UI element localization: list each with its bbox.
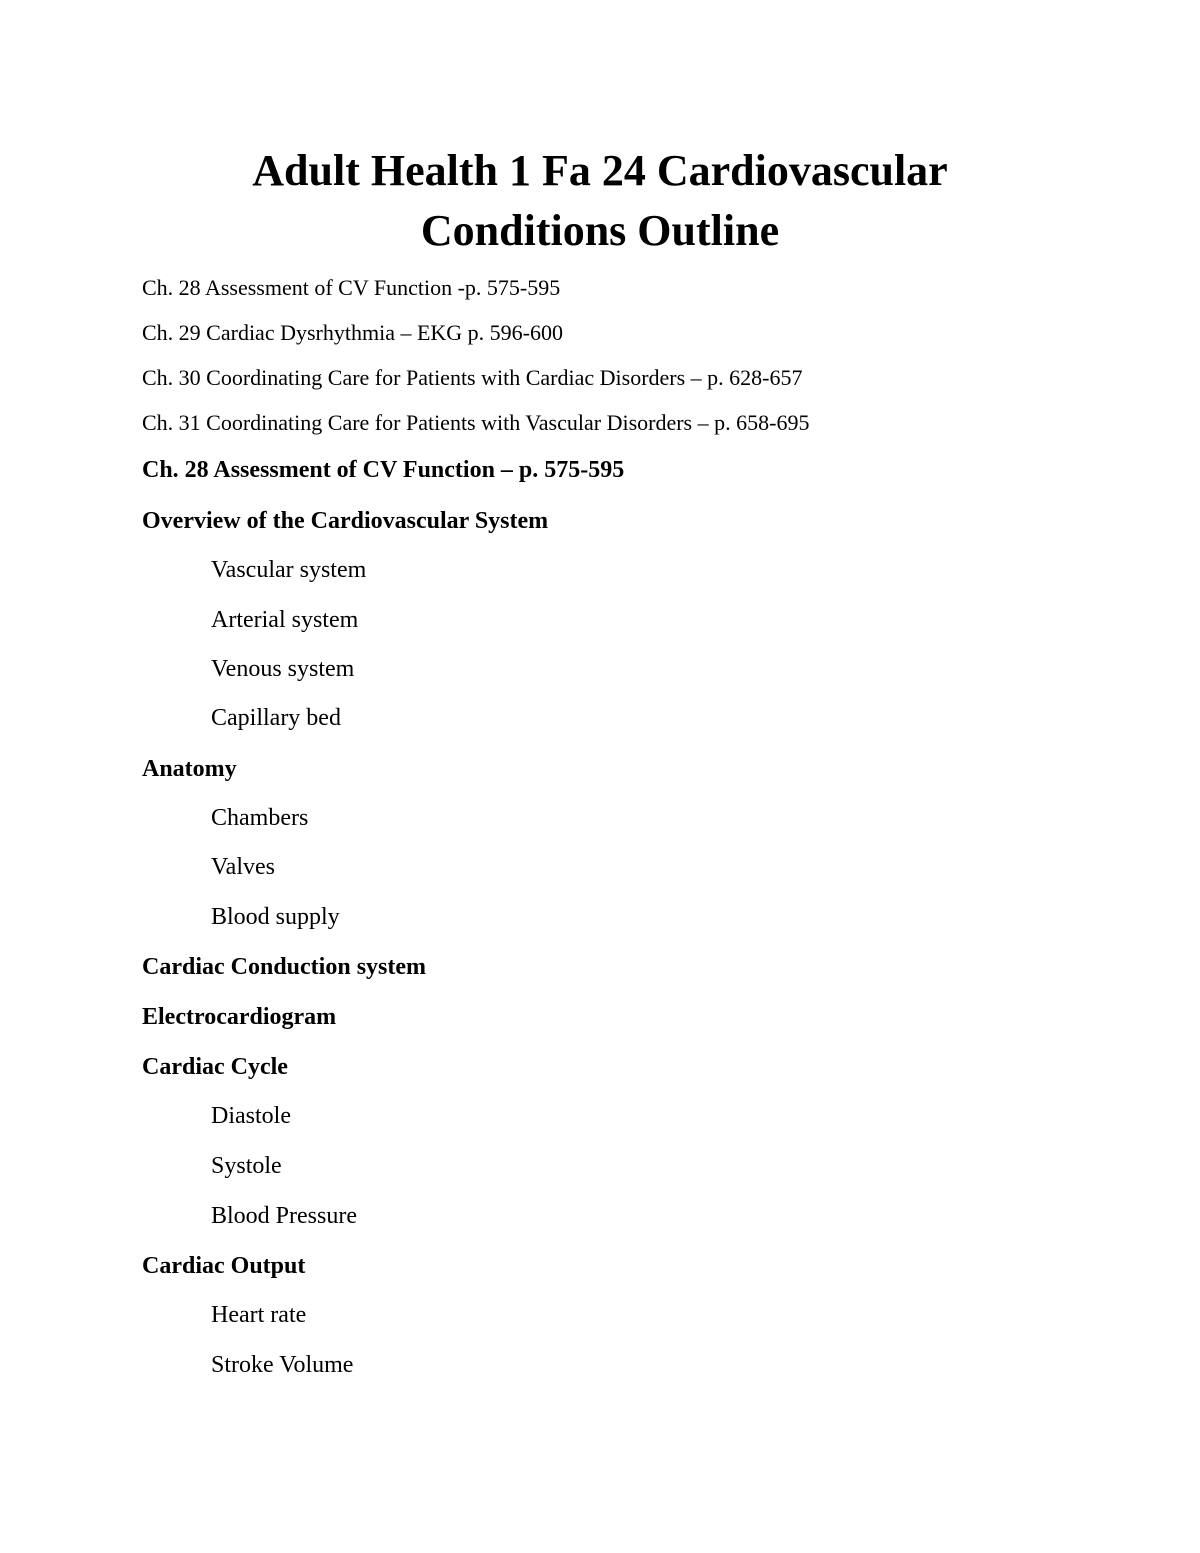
chapter-heading: Ch. 28 Assessment of CV Function – p. 575-595 (142, 457, 625, 483)
outline-item: Vascular system (211, 557, 367, 583)
document-title-line-2: Conditions Outline (420, 206, 780, 255)
outline-item: Arterial system (211, 607, 359, 633)
outline-item: Venous system (211, 656, 355, 682)
outline-item: Heart rate (211, 1302, 307, 1328)
section-heading: Overview of the Cardiovascular System (142, 508, 549, 534)
section-heading: Anatomy (142, 756, 237, 782)
section-heading: Cardiac Output (142, 1253, 306, 1279)
toc-item-ch28: Ch. 28 Assessment of CV Function -p. 575-595 (142, 275, 561, 300)
outline-item: Systole (211, 1153, 282, 1179)
outline-item: Chambers (211, 805, 309, 831)
toc-item-ch30: Ch. 30 Coordinating Care for Patients with Cardiac Disorders – p. 628-657 (142, 365, 803, 390)
toc-item-ch29: Ch. 29 Cardiac Dysrhythmia – EKG p. 596-600 (142, 320, 563, 345)
section-heading: Cardiac Conduction system (142, 954, 427, 980)
section-heading: Cardiac Cycle (142, 1054, 288, 1080)
document-title-line-1: Adult Health 1 Fa 24 Cardiovascular (252, 146, 948, 195)
outline-item: Stroke Volume (211, 1352, 354, 1378)
section-heading: Electrocardiogram (142, 1004, 337, 1030)
outline-item: Blood supply (211, 904, 340, 930)
outline-item: Valves (211, 854, 275, 880)
outline-item: Diastole (211, 1103, 291, 1129)
outline-item: Blood Pressure (211, 1203, 357, 1229)
toc-item-ch31: Ch. 31 Coordinating Care for Patients with Vascular Disorders – p. 658-695 (142, 410, 810, 435)
outline-item: Capillary bed (211, 705, 341, 731)
